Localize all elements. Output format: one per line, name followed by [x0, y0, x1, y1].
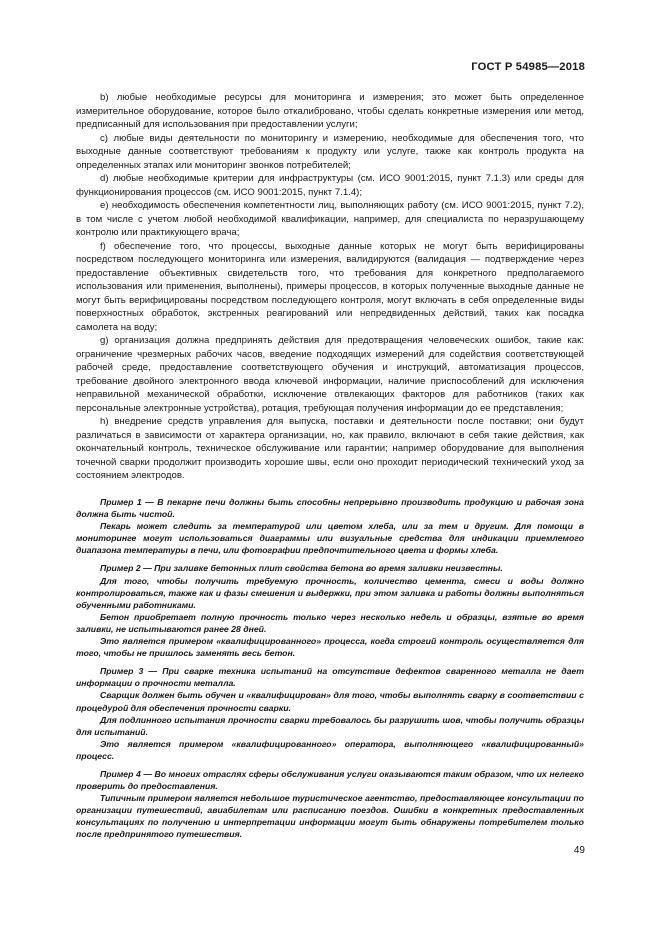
example-paragraph: Типичным примером является небольшое туристическое агентство, предоставляющее консультации по организации путешествий, авиабилетам или расписанию поездов. Ошибки в конкретных предоставленных консультациях по получению и интерпретации информации могут быть обнаружены потребителем только после предпринятого путешествия. — [76, 793, 584, 840]
example-4 — [76, 768, 584, 841]
example-paragraph: Пример 1 — В пекарне печи должны быть способны непрерывно производить продукцию и рабочая зона должна быть чистой. — [76, 497, 584, 520]
example-paragraph: Это является примером «квалифицированного» процесса, когда строгий контроль осуществляется для того, чтобы не пришлось заменять весь бетон. — [76, 636, 584, 659]
example-paragraph: Для того, чтобы получить требуемую прочность, количество цемента, смеси и воды должно контролироваться, также как и фазы смешения и выдержки, при этом заливка и работы должны выполняться обученными работниками. — [76, 575, 584, 610]
list-item-e: e) необходимость обеспечения компетентности лиц, выполняющих работу (см. ИСО 9001:2015, пункт 7.2), в том числе с учетом любой необходимой квалификации, например, для специалиста по неразрушающему контролю или практикующего врача; — [76, 200, 584, 238]
example-3 — [76, 665, 584, 762]
list-item-b: b) любые необходимые ресурсы для мониторинга и измерения; это может быть определенное измерительное оборудование, которое было откалибровано, чтобы сделать конкретные измерения или метод, предписанный для использования при предоставлении услуги; — [76, 92, 584, 130]
example-2 — [76, 562, 584, 659]
examples-section — [76, 496, 584, 847]
example-paragraph: Пекарь может следить за температурой или цветом хлеба, или за тем и другим. Для помощи в мониторинге могут использоваться диаграммы или визуальные средства для индикации приемлемого диапазона температуры в печи, или фотографии предпочтительного цвета и формы хлеба. — [76, 521, 584, 556]
list-item-h: h) внедрение средств управления для выпуска, поставки и деятельности после поставки; они будут различаться в зависимости от характера организации, но, как правило, включают в себя такие действия, как окончательный контроль, техническое обслуживание или гарантии; например оборудование для выполнения точечной сварки продолжит производить хорошие швы, если оно проходит периодический технический уход за состоянием электродов. — [76, 416, 584, 481]
example-paragraph: Бетон приобретает полную прочность только через несколько недель и образцы, взятые во время заливки, не испытываются ранее 28 дней. — [76, 611, 584, 634]
list-item-c: c) любые виды деятельности по мониторингу и измерению, необходимые для обеспечения того, что выходные данные соответствуют требованиям к продукту или услуге, также как контроль продукта на определенных этапах или мониторинг звонков потребителей; — [76, 132, 584, 171]
example-paragraph: Пример 2 — При заливке бетонных плит свойства бетона во время заливки неизвестны. — [100, 563, 503, 574]
example-paragraph: Пример 3 — При сварке техника испытаний на отсутствие дефектов сваренного металла не дает информации о прочности металла. — [76, 666, 584, 689]
example-paragraph: Сварщик должен быть обучен и «квалифицирован» для того, чтобы выполнять сварку в соответствии с процедурой для обеспечения прочности сварки. — [76, 690, 584, 713]
example-1 — [76, 496, 584, 556]
list-item-d: d) любые необходимые критерии для инфраструктуры (см. ИСО 9001:2015, пункт 7.1.3) или среды для функционирования процессов (см. ИСО 9001:2015, пункт 7.1.4); — [76, 173, 584, 198]
example-paragraph: Для подлинного испытания прочности сварки требовалось бы разрушить шов, чтобы получить образцы для испытаний. — [76, 714, 584, 737]
list-item-f: f) обеспечение того, что процессы, выходные данные которых не могут быть верифицированы посредством последующего мониторинга или измерения, валидируются (валидация — подтверждение через предоставление объективных свидетельств того, что требования для конкретного предполагаемого использования или применения, выполнены), примеры процессов, в которых полученные выходные данные не могут быть верифицированы посредством последующего контроля, могут включать в себя определенные виды поверхностных обработок, экстренных реагирований или непредвиденных действий, таких как посадка самолета на воду; — [76, 240, 584, 333]
page-number: 49 — [573, 845, 585, 856]
example-paragraph: Пример 4 — Во многих отраслях сферы обслуживания услуги оказываются таким образом, что их нелегко проверить до предоставления. — [76, 768, 584, 792]
list-item-g: g) организация должна предпринять действия для предотвращения человеческих ошибок, такие как: ограничение чрезмерных рабочих часов, введение подходящих измерений для содействия соответствующей рабочей среде, предоставление соответствующего обучения и инструкций, автоматизация процессов, требование двойного электронного ввода ключевой информации, наличие приспособлений для исключения неправильной механической обработки, исключение отвлекающих факторов для работников (таких как персональные электронные устройства), ротация, требующая получения информации до ее представления; — [76, 335, 584, 414]
standard-designation: ГОСТ Р 54985—2018 — [471, 61, 585, 73]
requirements-list — [76, 91, 584, 483]
example-paragraph: Это является примером «квалифицированного» оператора, выполняющего «квалифицированный» процесс. — [76, 738, 584, 761]
